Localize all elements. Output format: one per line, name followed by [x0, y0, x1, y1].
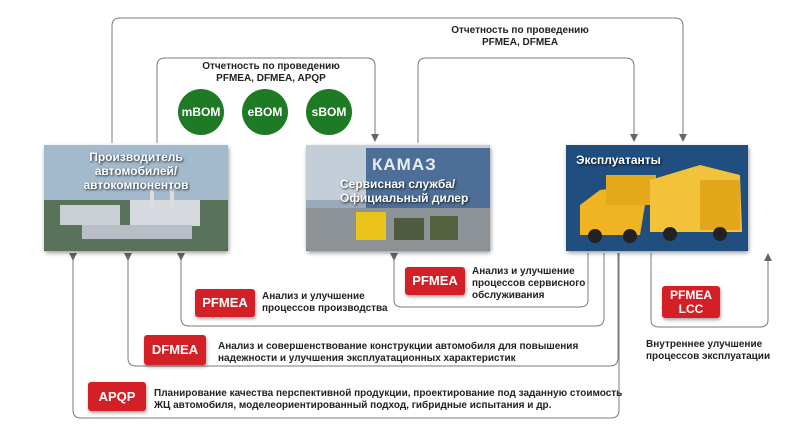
- pfmea-production-code: PFMEA: [202, 295, 248, 310]
- apqp-code: APQP: [98, 388, 136, 404]
- inner-report-label: Отчетность по проведению PFMEA, DFMEA, APQP: [202, 61, 340, 84]
- outer-report-label-line1: Отчетность по проведению: [451, 25, 589, 36]
- bom-circle-ebom: eBOM: [242, 89, 288, 135]
- service-report-line: [418, 58, 634, 143]
- bom-circle-sbom: sBOM: [306, 89, 352, 135]
- operators-card: [566, 145, 748, 251]
- service-card: [306, 145, 490, 251]
- outer-report-label: [420, 25, 620, 49]
- pfmea-production-text: Анализ и улучшение процессов производства: [262, 291, 388, 314]
- lcc-code: PFMEA LCC: [670, 288, 712, 316]
- apqp-text: Планирование качества перспективной продукции, проектирование под заданную стоимость ЖЦ автомобиля, моделеориентированный подход, гибридные испытания и др.: [154, 388, 623, 411]
- manufacturer-title: Производитель автомобилей/ автокомпонентов: [83, 150, 189, 192]
- pfmea-service-text: Анализ и улучшение процессов сервисного обслуживания: [472, 266, 586, 301]
- apqp-box: [88, 382, 146, 411]
- pfmea-service-box: [405, 267, 465, 295]
- operators-title: Эксплуатанты: [576, 153, 661, 167]
- kamaz-sign: КАМАЗ: [372, 155, 437, 174]
- manufacturer-card: [44, 145, 228, 251]
- dfmea-box: [144, 335, 206, 365]
- pfmea-production-box: [195, 289, 255, 317]
- dfmea-text: Анализ и совершенствование конструкции автомобиля для повышения надежности и улучшения эксплуатационных характеристик: [218, 341, 579, 364]
- bom-circle-mbom: mBOM: [178, 89, 224, 135]
- dfmea-code: DFMEA: [151, 342, 199, 357]
- lcc-text: Внутреннее улучшение процессов эксплуатации: [646, 339, 771, 362]
- pfmea-service-code: PFMEA: [412, 273, 458, 288]
- service-title: Сервисная служба/ Официальный дилер: [340, 177, 469, 205]
- lcc-box: [662, 286, 720, 318]
- outer-report-label-line2: PFMEA, DFMEA: [481, 37, 559, 48]
